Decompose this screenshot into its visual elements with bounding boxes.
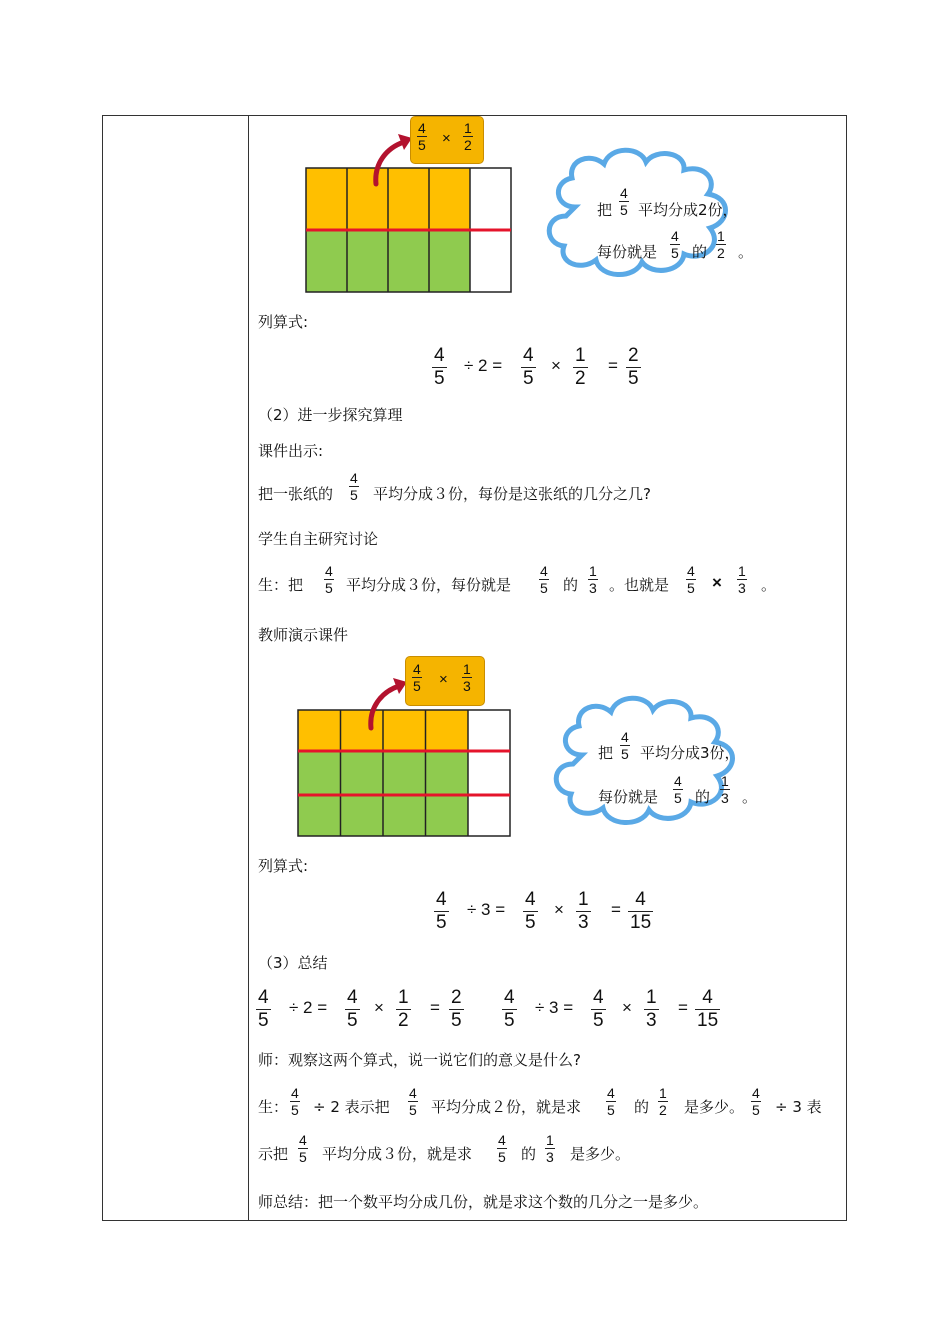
- courseware-label: 课件出示:: [258, 442, 324, 460]
- badge-fraction-a: 4 5: [418, 120, 426, 154]
- s2-frac-4: 1 2: [659, 1085, 667, 1119]
- calc-label-1: 列算式:: [258, 313, 309, 331]
- cloud-line2-mid: 的: [692, 243, 708, 261]
- s2-t7: 的: [521, 1145, 537, 1163]
- eq1-frac-r: 2 5: [628, 345, 639, 390]
- cloud-line2-pre: 每份就是: [597, 243, 658, 261]
- s2-t6: 平均分成３份，就是求: [322, 1145, 473, 1163]
- s2-l2-pre: 示把: [258, 1145, 289, 1163]
- s2-frac-7: 4 5: [498, 1132, 506, 1166]
- sum-l-frac-r: 2 5: [451, 987, 462, 1032]
- cloud-fraction-3: 1 2: [717, 228, 725, 262]
- sum-l-frac-a: 4 5: [258, 987, 269, 1032]
- table-column-divider: [248, 115, 249, 1221]
- eq2-equals: =: [611, 900, 621, 919]
- s2-frac-1: 4 5: [291, 1085, 299, 1119]
- sum-r-frac-b: 4 5: [593, 987, 604, 1032]
- eq2-frac-b: 4 5: [525, 889, 536, 934]
- s2-frac-6: 4 5: [299, 1132, 307, 1166]
- s1-frac-1: 4 5: [325, 563, 333, 597]
- s1-times: ×: [712, 573, 722, 592]
- s1-pre: 生：把: [258, 576, 304, 594]
- question-fraction: 4 5: [350, 470, 358, 504]
- section-3-title: （3）总结: [258, 954, 328, 972]
- product-badge: [405, 656, 485, 706]
- s1-frac-3: 1 3: [589, 563, 597, 597]
- cloud-line2-mid: 的: [695, 788, 711, 806]
- discuss-label: 学生自主研究讨论: [258, 530, 379, 548]
- s2-t2: 平均分成２份，就是求: [431, 1098, 582, 1116]
- cloud-fraction-2: 4 5: [671, 228, 679, 262]
- cloud-fraction-1: 4 5: [620, 185, 628, 219]
- badge-fraction-b: 1 2: [464, 120, 472, 154]
- s1-frac-2: 4 5: [540, 563, 548, 597]
- sum-r-frac-r: 4 15: [697, 987, 719, 1032]
- s1-mid2: 的: [563, 576, 579, 594]
- badge-times: ×: [439, 671, 448, 688]
- badge-fraction-b: 1 3: [463, 661, 471, 695]
- sum-r-frac-a: 4 5: [504, 987, 515, 1032]
- cloud-fraction-2: 4 5: [674, 773, 682, 807]
- eq1-equals: =: [608, 356, 618, 375]
- eq1-times: ×: [551, 356, 561, 375]
- eq2-times: ×: [554, 900, 564, 919]
- cloud-fraction-3: 1 3: [721, 773, 729, 807]
- s1-mid1: 平均分成３份，每份就是: [346, 576, 512, 594]
- s1-end: 。: [761, 576, 777, 594]
- s1-frac-5: 1 3: [738, 563, 746, 597]
- cloud-line1-pre: 把: [598, 744, 614, 762]
- eq2-frac-r: 4 15: [630, 889, 652, 934]
- sum-l-equals: =: [430, 998, 440, 1017]
- question-post: 平均分成３份，每份是这张纸的几分之几?: [373, 485, 651, 503]
- sum-r-div: ÷ 3 =: [535, 998, 574, 1017]
- s1-mid3: 。也就是: [609, 576, 670, 594]
- cloud-line1-post: 平均分成3份，: [640, 744, 740, 762]
- cloud-line1-post: 平均分成2份，: [638, 201, 738, 219]
- s2-frac-8: 1 3: [546, 1132, 554, 1166]
- badge-times: ×: [442, 130, 451, 147]
- s2-t5: ÷ 3 表: [775, 1098, 822, 1116]
- teacher-question: 师：观察这两个算式，说一说它们的意义是什么?: [258, 1051, 581, 1069]
- eq2-frac-a: 4 5: [436, 889, 447, 934]
- eq1-frac-a: 4 5: [434, 345, 445, 390]
- eq1-div: ÷ 2 =: [464, 356, 503, 375]
- cloud-line2-post: 。: [742, 788, 758, 806]
- s2-t8: 是多少。: [570, 1145, 631, 1163]
- eq1-frac-b: 4 5: [523, 345, 534, 390]
- cloud-line2-pre: 每份就是: [598, 788, 659, 806]
- s1-frac-4: 4 5: [687, 563, 695, 597]
- s2-frac-3: 4 5: [607, 1085, 615, 1119]
- s2-frac-2: 4 5: [409, 1085, 417, 1119]
- eq1-frac-c: 1 2: [575, 345, 586, 390]
- badge-fraction-a: 4 5: [413, 661, 421, 695]
- calc-label-2: 列算式:: [258, 857, 309, 875]
- sum-r-frac-c: 1 3: [646, 987, 657, 1032]
- s2-t4: 是多少。: [684, 1098, 745, 1116]
- cloud-fraction-1: 4 5: [621, 729, 629, 763]
- demo-label: 教师演示课件: [258, 626, 349, 644]
- s2-pre: 生：: [258, 1098, 289, 1116]
- sum-l-div: ÷ 2 =: [289, 998, 328, 1017]
- eq2-frac-c: 1 3: [578, 889, 589, 934]
- cloud-line1-pre: 把: [597, 201, 613, 219]
- eq2-div: ÷ 3 =: [467, 900, 506, 919]
- sum-r-equals: =: [678, 998, 688, 1017]
- cloud-line2-post: 。: [738, 243, 754, 261]
- s2-frac-5: 4 5: [752, 1085, 760, 1119]
- sum-l-frac-b: 4 5: [347, 987, 358, 1032]
- sum-l-times: ×: [374, 998, 384, 1017]
- s2-t1: ÷ 2 表示把: [313, 1098, 390, 1116]
- s2-t3: 的: [634, 1098, 650, 1116]
- sum-l-frac-c: 1 2: [398, 987, 409, 1032]
- teacher-summary: 师总结：把一个数平均分成几份，就是求这个数的几分之一是多少。: [258, 1193, 709, 1211]
- question-pre: 把一张纸的: [258, 485, 334, 503]
- sum-r-times: ×: [622, 998, 632, 1017]
- product-badge: [410, 116, 484, 164]
- section-2-title: （2）进一步探究算理: [258, 406, 403, 424]
